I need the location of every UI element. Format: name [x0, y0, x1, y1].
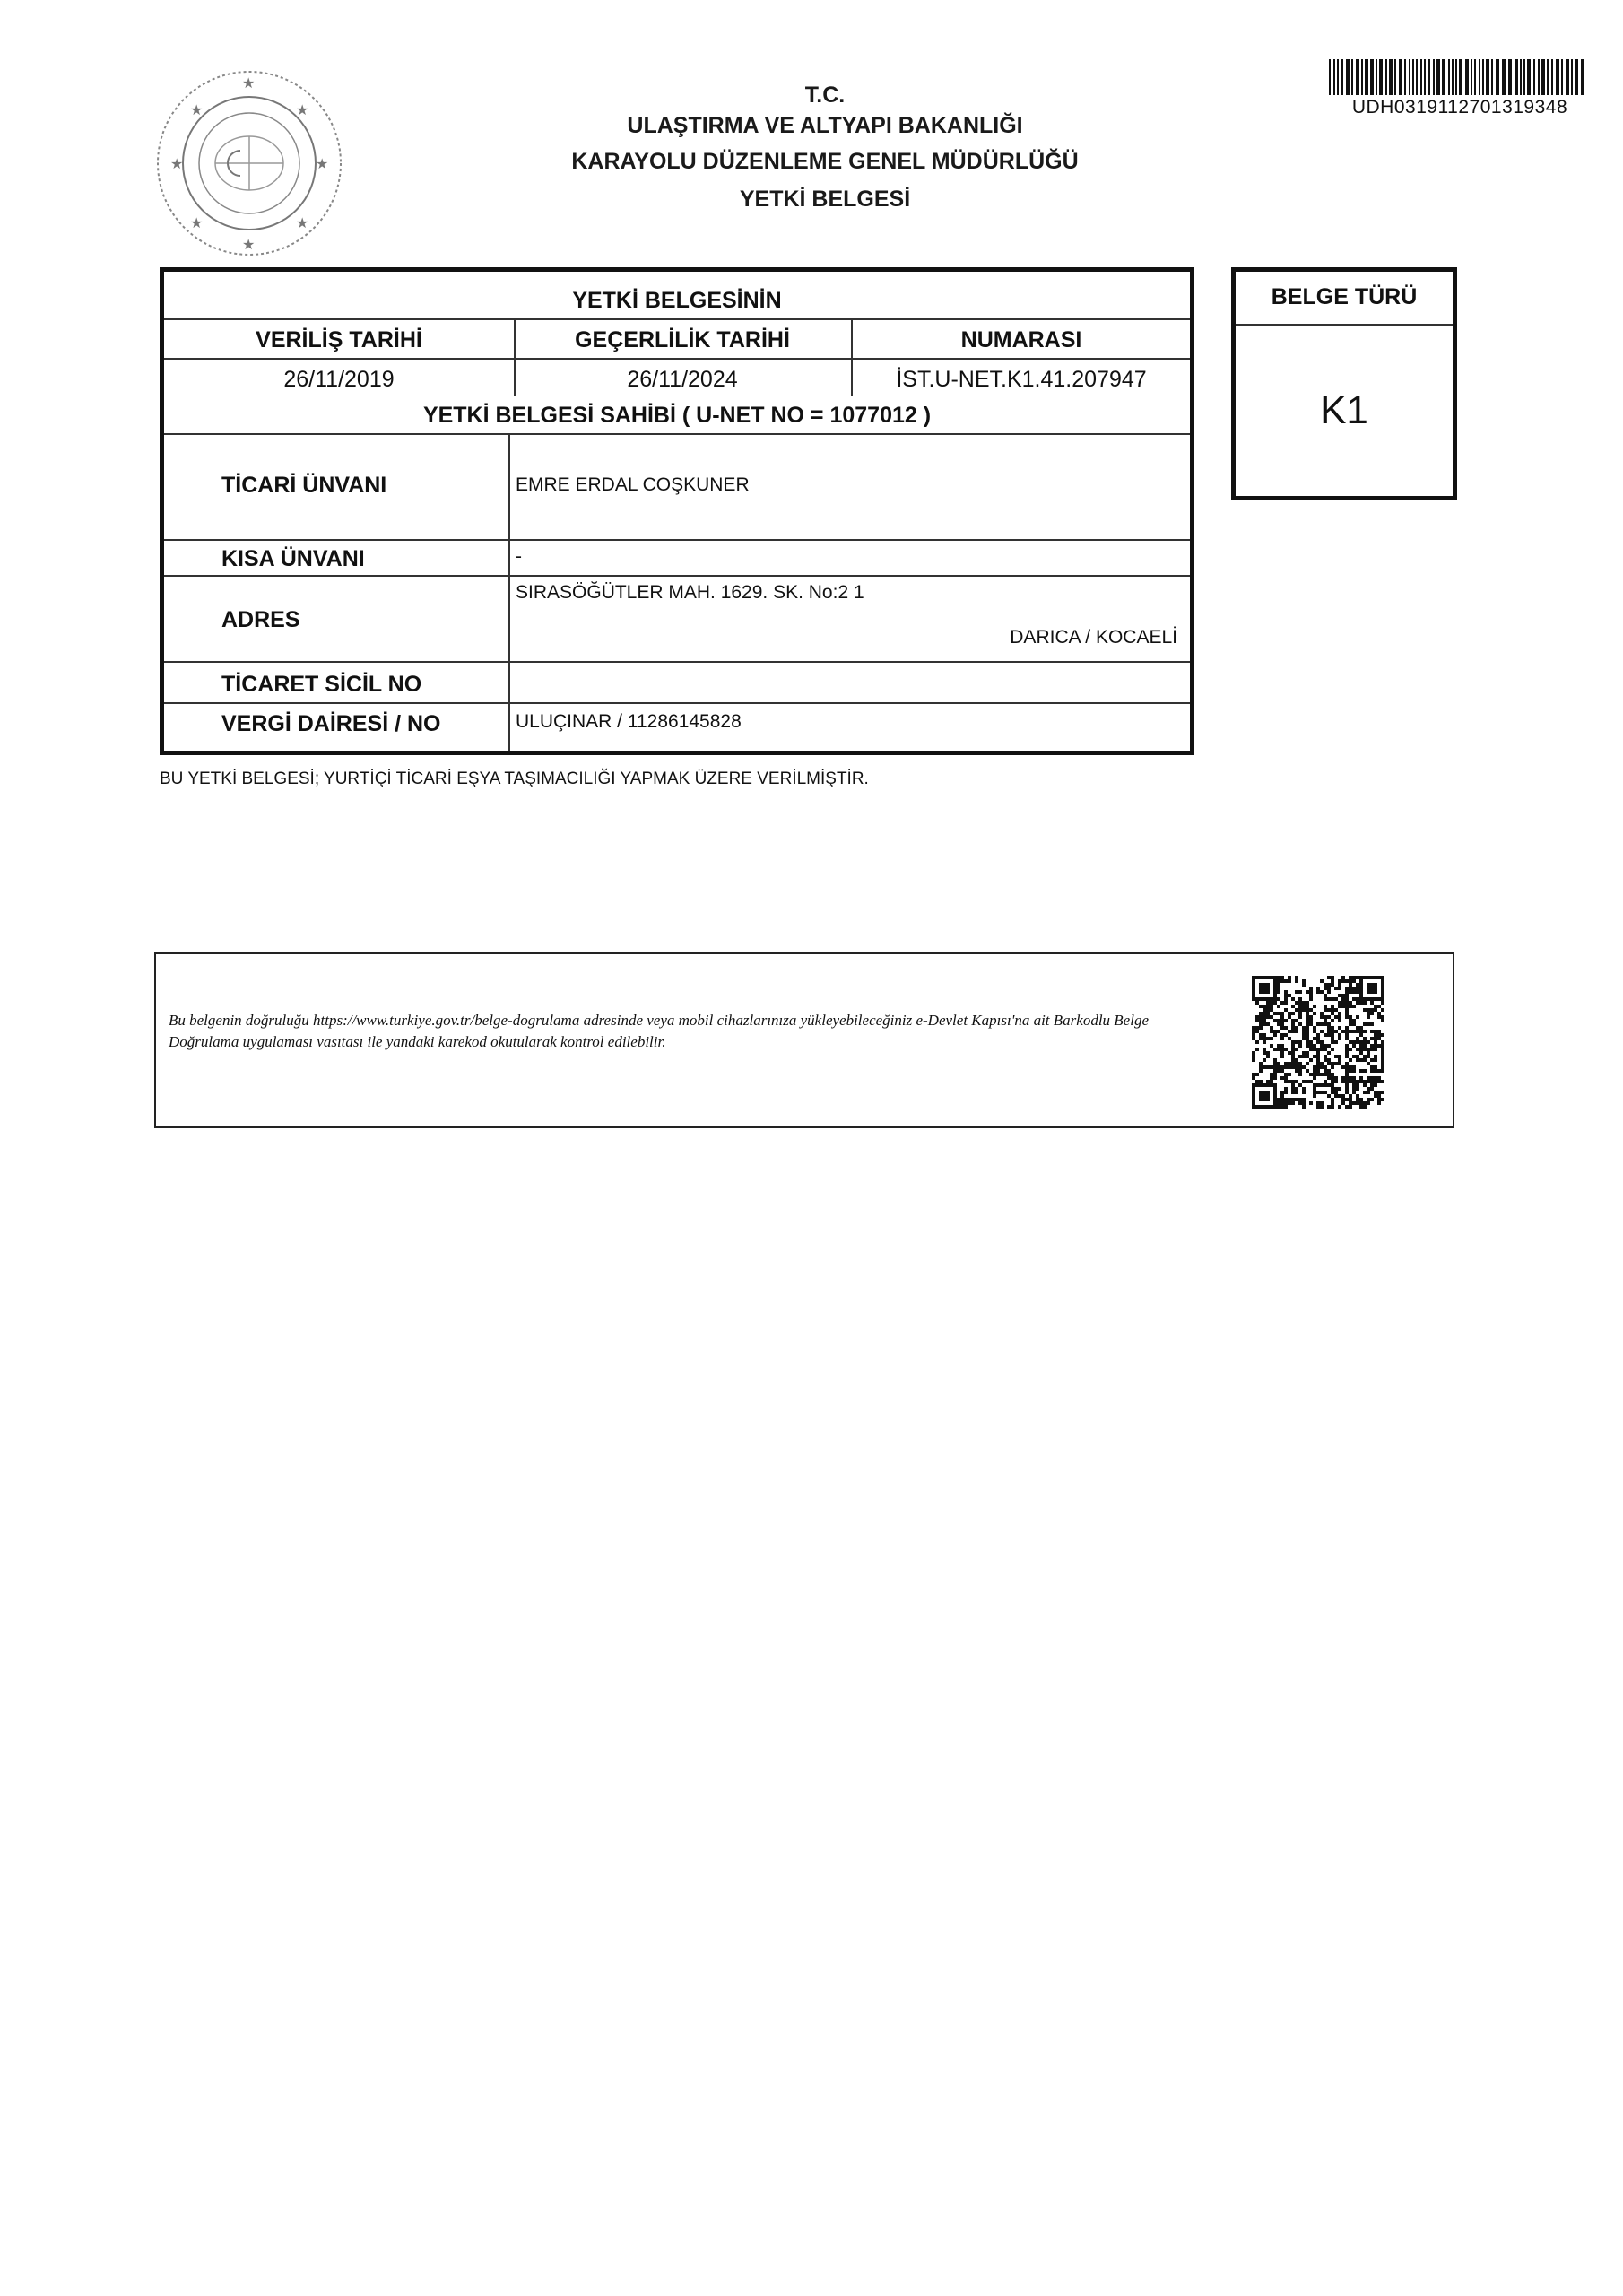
certificate-note: BU YETKİ BELGESİ; YURTİÇİ TİCARİ EŞYA TAŞIMACILIĞI YAPMAK ÜZERE VERİLMİŞTİR. [160, 770, 869, 788]
verification-text: Bu belgenin doğruluğu https://www.turkiye.gov.tr/belge-dogrulama adresinde veya mobil cihazlarınıza yükleyebileceğiniz e-Devlet Kapısı'na ait Barkodlu Belge Doğrulama uygulaması vasıtası ile yandaki karekod okutularak kontrol edilebilir. [169, 1012, 1149, 1050]
document-type-value: K1 [1320, 388, 1368, 432]
validity-date: 26/11/2024 [627, 367, 738, 392]
header-ministry: ULAŞTIRMA VE ALTYAPI BAKANLIĞI [627, 113, 1023, 138]
holder-title: YETKİ BELGESİ SAHİBİ ( U-NET NO = 1077012 ) [422, 403, 932, 428]
qr-code[interactable] [1252, 976, 1384, 1109]
address-line2: DARICA / KOCAELİ [1010, 627, 1177, 648]
issue-date-label: VERİLİŞ TARİHİ [256, 327, 422, 352]
svg-text:★: ★ [190, 214, 204, 231]
header-directorate: KARAYOLU DÜZENLEME GENEL MÜDÜRLÜĞÜ [571, 149, 1079, 174]
document-type-box [1231, 267, 1457, 500]
issue-date: 26/11/2019 [283, 367, 395, 392]
address-line1: SIRASÖĞÜTLER MAH. 1629. SK. No:2 1 [516, 582, 864, 603]
document-type-label: BELGE TÜRÜ [1271, 284, 1418, 309]
tax-office-label: VERGİ DAİRESİ / NO [221, 711, 441, 736]
trade-name-value: EMRE ERDAL COŞKUNER [516, 474, 750, 495]
section-title: YETKİ BELGESİNİN [572, 288, 782, 313]
validity-date-label: GEÇERLİLİK TARİHİ [575, 327, 790, 352]
address-label: ADRES [221, 607, 300, 632]
svg-text:★: ★ [296, 101, 309, 118]
header-document-title: YETKİ BELGESİ [739, 187, 911, 212]
short-name-label: KISA ÜNVANI [221, 546, 365, 571]
trade-registry-label: TİCARET SİCİL NO [221, 672, 422, 697]
svg-text:★: ★ [242, 74, 256, 91]
ministry-seal [154, 68, 344, 258]
trade-name-label: TİCARİ ÜNVANI [221, 473, 387, 498]
number-label: NUMARASI [960, 327, 1082, 352]
certificate-number: İST.U-NET.K1.41.207947 [896, 367, 1147, 392]
barcode-number: UDH0319112701319348 [1351, 97, 1568, 117]
verification-box [154, 952, 1454, 1128]
header-line1: T.C. [804, 83, 846, 108]
certificate-table [160, 267, 1194, 755]
svg-text:★: ★ [190, 101, 204, 118]
svg-text:★: ★ [170, 155, 184, 172]
tax-office-value: ULUÇINAR / 11286145828 [516, 711, 742, 732]
svg-text:★: ★ [296, 214, 309, 231]
svg-text:★: ★ [242, 236, 256, 253]
short-name-value: - [516, 546, 522, 567]
barcode [1329, 59, 1584, 95]
svg-text:★: ★ [316, 155, 329, 172]
